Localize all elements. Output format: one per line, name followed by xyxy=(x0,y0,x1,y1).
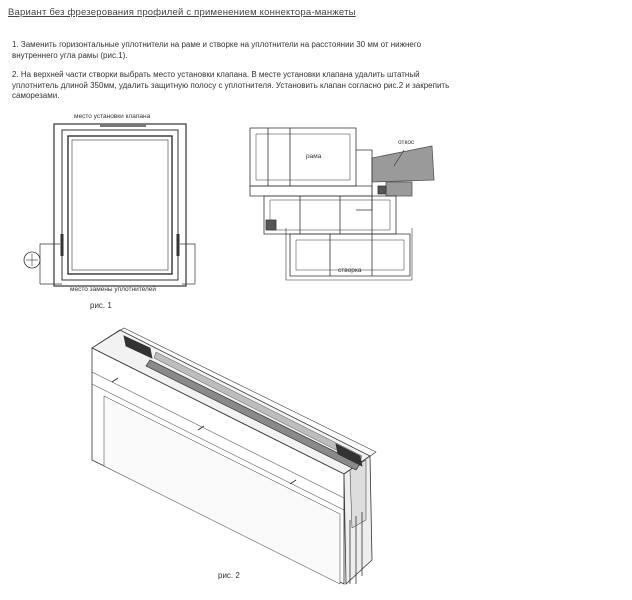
profile-cross-section xyxy=(250,128,434,280)
valve-installation-drawing xyxy=(92,328,376,584)
window-frame-drawing xyxy=(24,124,195,286)
frame-label: рама xyxy=(306,153,322,160)
valve-position-mark xyxy=(100,124,146,127)
instruction-step-2: 2. На верхней части створки выбрать место установки клапана. В месте установки клапана удалить штатный уплотнитель длиной 350мм, удалить защитную полосу с уплотнителя. Установить клапан согласно рис.2 и закрепить саморезами. xyxy=(12,70,450,100)
figure-1-caption: рис. 1 xyxy=(90,301,112,310)
instruction-step-1: 1. Заменить горизонтальные уплотнители на раме и створке на уплотнители на расстоянии 30 мм от нижнего внутреннего угла рамы (рис.1). xyxy=(12,40,422,60)
figure-2-caption: рис. 2 xyxy=(218,571,240,580)
page-heading: Вариант без фрезерования профилей с применением коннектора-манжеты xyxy=(8,7,356,18)
sash-label: створка xyxy=(338,267,362,274)
valve-location-label: место установки клапана xyxy=(74,113,151,120)
seal-replacement-label: место замены уплотнителей xyxy=(70,286,157,293)
wall-label: откос xyxy=(398,139,415,146)
